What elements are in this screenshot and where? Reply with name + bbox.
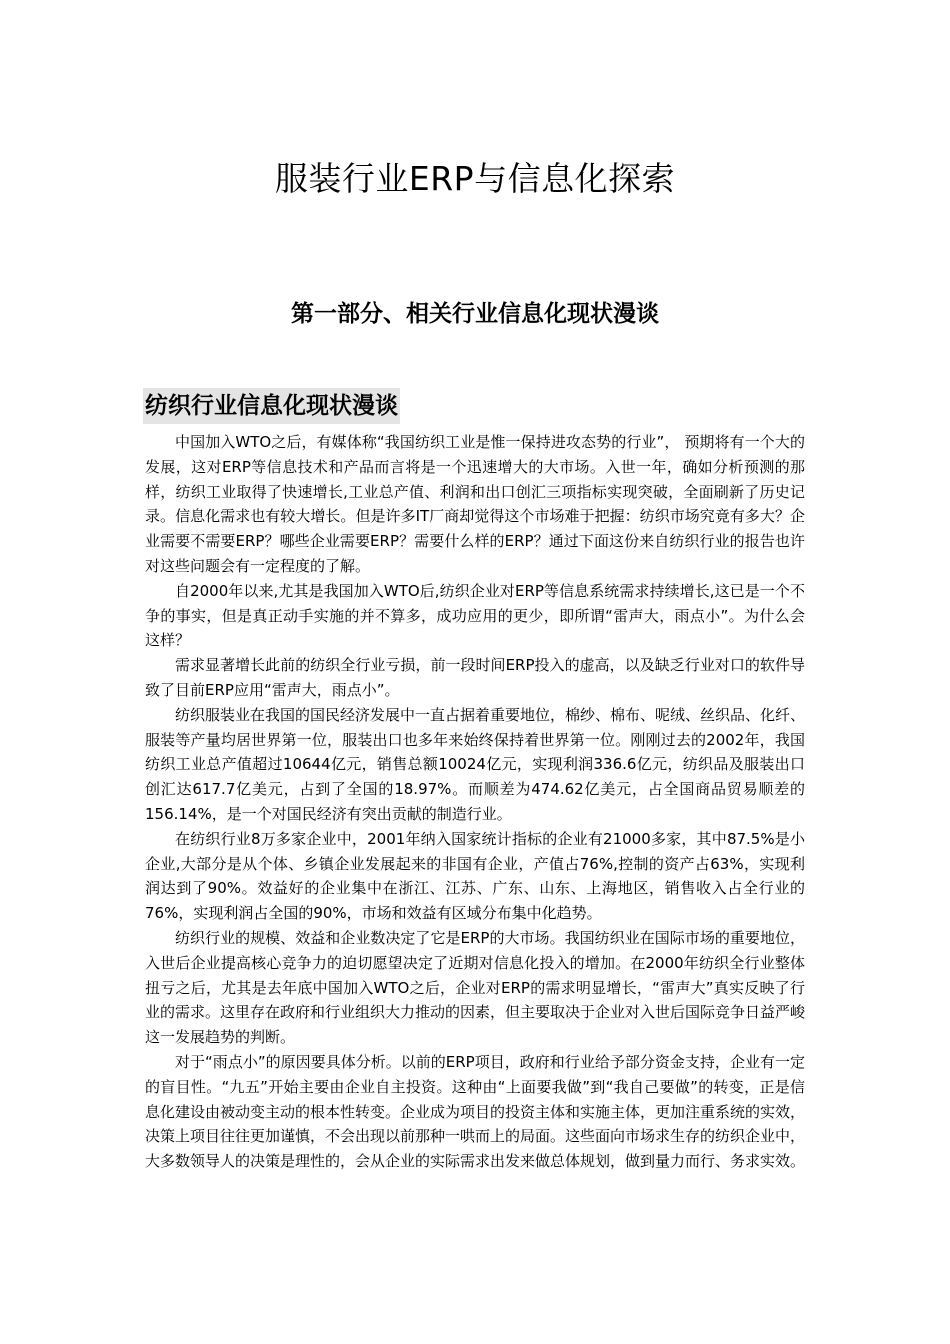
paragraph: 纺织行业的规模、效益和企业数决定了它是ERP的大市场。我国纺织业在国际市场的重要地位，入世后企业提高核心竞争力的迫切愿望决定了近期对信息化投入的增加。在2000年纺织全行业整体扭亏之后，尤其是去年底中国加入WTO之后，企业对ERP的需求明显增长，“雷声大”真实反映了行业的需求。这里存在政府和行业组织大力推动的因素，但主要取决于企业对入世后国际竞争日益严峻这一发展趋势的判断。 — [145, 928, 806, 1047]
paragraph: 自2000年以来,尤其是我国加入WTO后,纺织企业对ERP等信息系统需求持续增长,这已是一个不争的事实，但是真正动手实施的并不算多，成功应用的更少，即所谓“雷声大，雨点小”。为什么会这样？ — [145, 581, 805, 650]
part-heading: 第一部分、相关行业信息化现状漫谈 — [291, 301, 659, 327]
paragraph: 需求显著增长此前的纺织全行业亏损，前一段时间ERP投入的虚高，以及缺乏行业对口的软件导致了目前ERP应用“雷声大，雨点小”。 — [145, 656, 805, 699]
section-heading: 纺织行业信息化现状漫谈 — [143, 388, 400, 424]
paragraph: 中国加入WTO之后，有媒体称“我国纺织工业是惟一保持进攻态势的行业”， 预期将有一个大的发展，这对ERP等信息技术和产品而言将是一个迅速增大的大市场。入世一年，确如分析预测的那样，纺织工业取得了快速增长,工业总产值、利润和出口创汇三项指标实现突破，全面刷新了历史记录。信息化需求也有较大增长。但是许多IT厂商却觉得这个市场难于把握：纺织市场究竟有多大？企业需要不需要ERP？哪些企业需要ERP？需要什么样的ERP？通过下面这份来自纺织行业的报告也许对这些问题会有一定程度的了解。 — [145, 433, 805, 575]
document-body — [145, 430, 805, 1174]
paragraph: 纺织服装业在我国的国民经济发展中一直占据着重要地位，棉纱、棉布、呢绒、丝织品、化纤、服装等产量均居世界第一位，服装出口也多年来始终保持着世界第一位。刚刚过去的2002年，我国纺织工业总产值超过10644亿元，销售总额10024亿元，实现利润336.6亿元，纺织品及服装出口创汇达617.7亿美元，占到了全国的18.97%。而顺差为474.62亿美元，占全国商品贸易顺差的156.14%，是一个对国民经济有突出贡献的制造行业。 — [145, 705, 806, 823]
paragraph: 对于“雨点小”的原因要具体分析。以前的ERP项目，政府和行业给予部分资金支持，企业有一定的盲目性。“九五”开始主要由企业自主投资。这种由“上面要我做”到“我自己要做”的转变，正是信息化建设由被动变主动的根本性转变。企业成为项目的投资主体和实施主体，更加注重系统的实效，决策上项目往往更加谨慎，不会出现以前那种一哄而上的局面。这些面向市场求生存的纺织企业中，大多数领导人的决策是理性的，会从企业的实际需求出发来做总体规划，做到量力而行、务求实效。 — [145, 1052, 806, 1171]
paragraph: 在纺织行业8万多家企业中，2001年纳入国家统计指标的企业有21000多家，其中87.5%是小企业,大部分是从个体、乡镇企业发展起来的非国有企业，产值占76%,控制的资产占63%，实现利润达到了90%。效益好的企业集中在浙江、江苏、广东、山东、上海地区，销售收入占全行业的76%，实现利润占全国的90%，市场和效益有区域分布集中化趋势。 — [145, 829, 805, 923]
document-title: 服装行业ERP与信息化探索 — [274, 159, 676, 198]
